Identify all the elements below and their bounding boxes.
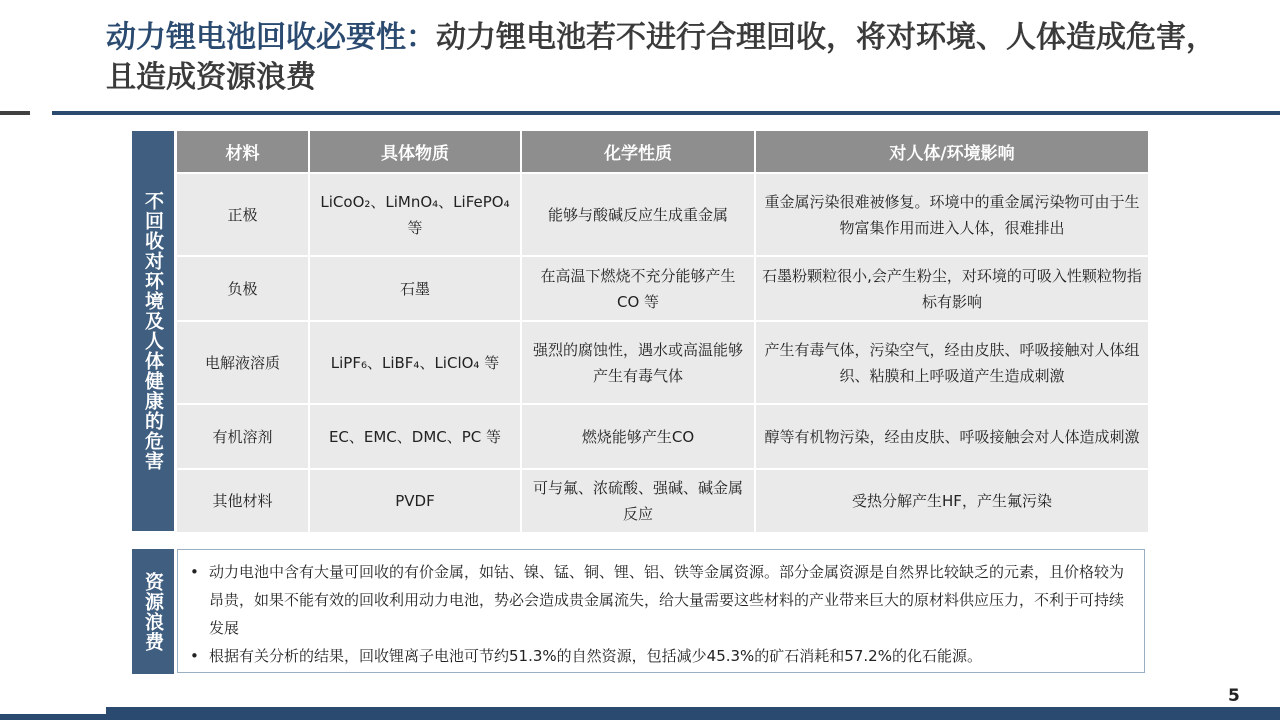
sidebar-env-text: 不回收对环境及人体健康的危害 <box>142 191 164 471</box>
title-highlight: 动力锂电池回收必要性： <box>106 20 436 55</box>
list-item-text: 动力电池中含有大量可回收的有价金属，如钴、镍、锰、铜、锂、铝、铁等金属资源。部分金属资源是自然界比较缺乏的元素，且价格较为昂贵，如果不能有效的回收利用动力电池，势必会造成贵金属流失，给大量需要这些材料的产业带来巨大的原材料供应压力，不利于可持续发展 <box>209 563 1125 637</box>
cell-material: 其他材料 <box>177 469 309 532</box>
table-header-row <box>177 131 1148 173</box>
resource-list <box>186 558 1136 670</box>
header-chemistry: 化学性质 <box>521 131 755 173</box>
title-rule-left <box>0 111 30 115</box>
cell-chemistry: 在高温下燃烧不充分能够产生 CO 等 <box>521 256 755 321</box>
cell-substance: EC、EMC、DMC、PC 等 <box>309 404 521 469</box>
cell-impact: 产生有毒气体，污染空气，经由皮肤、呼吸接触对人体组织、粘膜和上呼吸道产生造成刺激 <box>755 321 1148 404</box>
header-substance: 具体物质 <box>309 131 521 173</box>
cell-impact: 石墨粉颗粒很小,会产生粉尘，对环境的可吸入性颗粒物指标有影响 <box>755 256 1148 321</box>
cell-chemistry: 强烈的腐蚀性，遇水或高温能够产生有毒气体 <box>521 321 755 404</box>
title-rest: 动力锂电池若不进行合理回收，将对环境、人体造成危害，且造成资源浪费 <box>106 20 1216 95</box>
footer-bar <box>106 707 1280 720</box>
footer-bar-left <box>0 714 106 720</box>
table-row <box>177 256 1148 321</box>
header-material: 材料 <box>177 131 309 173</box>
cell-chemistry: 能够与酸碱反应生成重金属 <box>521 173 755 256</box>
cell-chemistry: 燃烧能够产生CO <box>521 404 755 469</box>
sidebar-env-label <box>132 131 174 531</box>
sidebar-resource-label <box>132 549 174 674</box>
page-title <box>106 18 1216 98</box>
sidebar-resource-text: 资源浪费 <box>142 571 164 652</box>
header-impact: 对人体/环境影响 <box>755 131 1148 173</box>
list-item <box>186 642 1136 670</box>
bullet-marker: • <box>190 647 199 665</box>
page-number: 5 <box>1228 686 1240 706</box>
cell-substance: LiCoO₂、LiMnO₄、LiFePO₄等 <box>309 173 521 256</box>
cell-chemistry: 可与氟、浓硫酸、强碱、碱金属反应 <box>521 469 755 532</box>
table-row <box>177 404 1148 469</box>
cell-material: 负极 <box>177 256 309 321</box>
list-item <box>186 558 1136 642</box>
cell-substance: LiPF₆、LiBF₄、LiClO₄ 等 <box>309 321 521 404</box>
cell-material: 有机溶剂 <box>177 404 309 469</box>
cell-substance: 石墨 <box>309 256 521 321</box>
cell-material: 电解液溶质 <box>177 321 309 404</box>
list-item-text: 根据有关分析的结果，回收锂离子电池可节约51.3%的自然资源，包括减少45.3%的矿石消耗和57.2%的化石能源。 <box>209 647 982 665</box>
cell-material: 正极 <box>177 173 309 256</box>
cell-impact: 醇等有机物污染，经由皮肤、呼吸接触会对人体造成刺激 <box>755 404 1148 469</box>
cell-impact: 受热分解产生HF，产生氟污染 <box>755 469 1148 532</box>
cell-substance: PVDF <box>309 469 521 532</box>
resource-waste-box <box>177 549 1145 673</box>
table-row <box>177 469 1148 532</box>
title-rule <box>52 111 1280 115</box>
table-row <box>177 321 1148 404</box>
table-row <box>177 173 1148 256</box>
cell-impact: 重金属污染很难被修复。环境中的重金属污染物可由于生物富集作用而进入人体，很难排出 <box>755 173 1148 256</box>
bullet-marker: • <box>190 563 199 581</box>
hazard-table <box>177 131 1148 532</box>
